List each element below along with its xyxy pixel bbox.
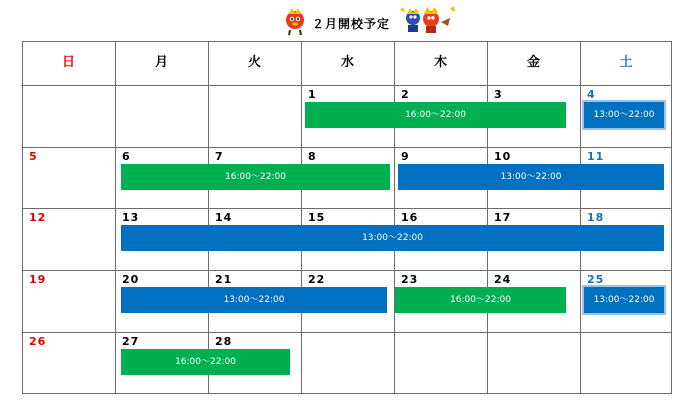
day-number: 6 bbox=[122, 150, 131, 163]
mascot-left-icon bbox=[284, 8, 306, 36]
day-number: 16 bbox=[401, 211, 419, 224]
day-number: 23 bbox=[401, 273, 419, 286]
day-number: 17 bbox=[494, 211, 512, 224]
day-number: 15 bbox=[308, 211, 326, 224]
grid-line-horizontal bbox=[22, 208, 672, 209]
weekday-header: 水 bbox=[340, 55, 354, 70]
day-number: 1 bbox=[308, 88, 317, 101]
day-number: 28 bbox=[215, 335, 233, 348]
day-number: 26 bbox=[29, 335, 47, 348]
event-bar[interactable]: 13:00～22:00 bbox=[121, 287, 387, 313]
day-number: 3 bbox=[494, 88, 503, 101]
day-number: 19 bbox=[29, 273, 47, 286]
event-bar[interactable]: 13:00～22:00 bbox=[584, 102, 664, 128]
day-number: 24 bbox=[494, 273, 512, 286]
day-number: 4 bbox=[587, 88, 596, 101]
day-number: 13 bbox=[122, 211, 140, 224]
day-number: 11 bbox=[587, 150, 605, 163]
event-bar[interactable]: 16:00～22:00 bbox=[395, 287, 566, 313]
grid-line-vertical bbox=[394, 41, 395, 394]
event-bar[interactable]: 16:00～22:00 bbox=[121, 164, 390, 190]
event-bar[interactable]: 13:00～22:00 bbox=[584, 287, 664, 313]
day-number: 12 bbox=[29, 211, 47, 224]
mascot-group-icon bbox=[398, 6, 458, 36]
day-number: 21 bbox=[215, 273, 233, 286]
weekday-header: 木 bbox=[433, 55, 447, 70]
event-bar[interactable]: 16:00～22:00 bbox=[305, 102, 566, 128]
grid-line-vertical bbox=[487, 41, 488, 394]
calendar-grid bbox=[22, 41, 672, 394]
grid-line-vertical bbox=[208, 41, 209, 394]
weekday-header: 月 bbox=[154, 55, 168, 70]
weekday-header: 金 bbox=[526, 55, 540, 70]
page-title: ２月開校予定 bbox=[312, 17, 391, 31]
grid-line-horizontal bbox=[22, 85, 672, 86]
day-number: 7 bbox=[215, 150, 224, 163]
day-number: 14 bbox=[215, 211, 233, 224]
grid-line-vertical bbox=[580, 41, 581, 394]
day-number: 20 bbox=[122, 273, 140, 286]
event-bar[interactable]: 13:00～22:00 bbox=[398, 164, 664, 190]
grid-line-vertical bbox=[22, 41, 23, 394]
weekday-header: 火 bbox=[247, 55, 261, 70]
day-number: 27 bbox=[122, 335, 140, 348]
grid-line-vertical bbox=[301, 41, 302, 394]
day-number: 10 bbox=[494, 150, 512, 163]
weekday-header: 日 bbox=[61, 55, 75, 70]
day-number: 22 bbox=[308, 273, 326, 286]
grid-line-horizontal bbox=[22, 270, 672, 271]
day-number: 25 bbox=[587, 273, 605, 286]
event-bar[interactable]: 16:00～22:00 bbox=[121, 349, 290, 375]
grid-line-vertical bbox=[115, 41, 116, 394]
grid-line-horizontal bbox=[22, 332, 672, 333]
event-bar[interactable]: 13:00～22:00 bbox=[121, 225, 664, 251]
title-row bbox=[0, 6, 700, 36]
day-number: 9 bbox=[401, 150, 410, 163]
weekday-header: 土 bbox=[619, 55, 633, 70]
grid-line-horizontal bbox=[22, 147, 672, 148]
day-number: 8 bbox=[308, 150, 317, 163]
day-number: 2 bbox=[401, 88, 410, 101]
day-number: 18 bbox=[587, 211, 605, 224]
day-number: 5 bbox=[29, 150, 38, 163]
grid-line-horizontal bbox=[22, 393, 672, 394]
grid-line-vertical bbox=[671, 41, 672, 394]
